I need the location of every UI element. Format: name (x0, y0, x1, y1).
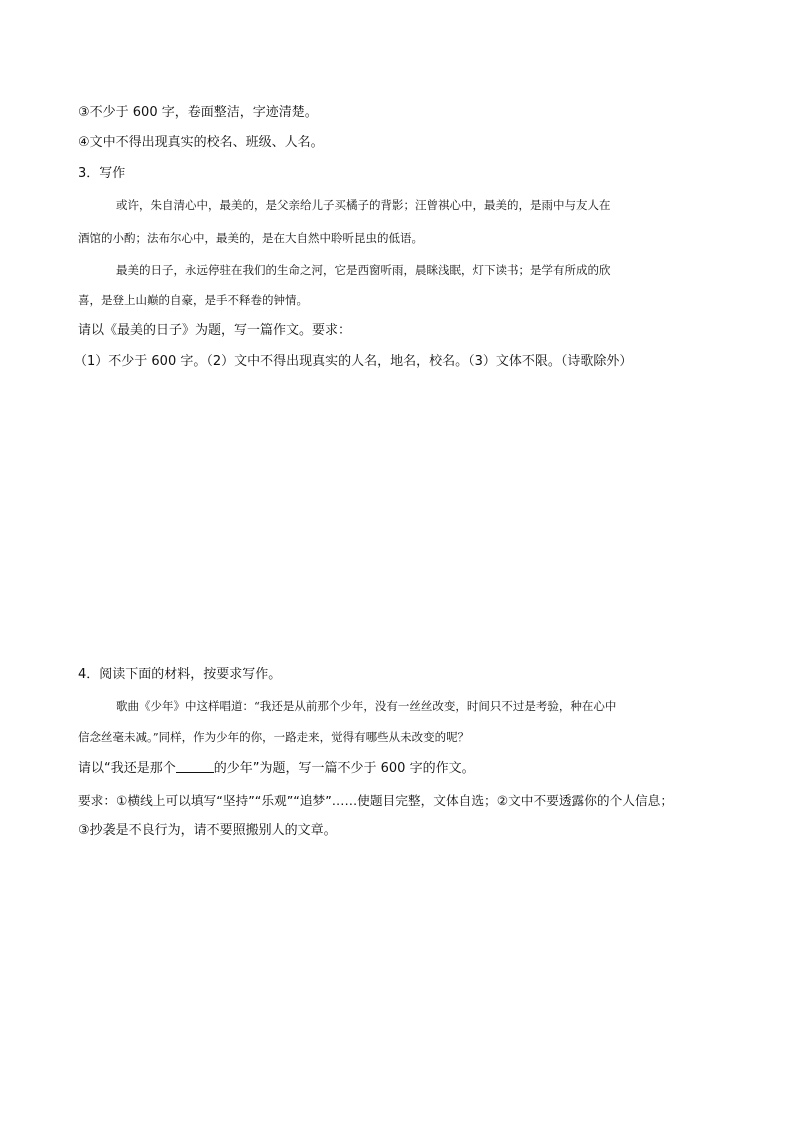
requirement-4: ④文中不得出现真实的校名、班级、人名。 (78, 135, 324, 150)
section-3-task: 请以《最美的日子》为题，写一篇作文。要求： (78, 323, 352, 338)
section-4-task-suffix: 的少年”为题，写一篇不少于 600 字的作文。 (213, 761, 475, 776)
section-4-quote-line: 歌曲《少年》中这样唱道：“我还是从前那个少年，没有一丝丝改变，时间只不过是考验，种在心中 (116, 699, 617, 713)
section-4-quote-line: 信念丝毫未减。”同样，作为少年的你，一路走来，觉得有哪些从未改变的呢？ (78, 730, 470, 744)
section-4-task-prefix: 请以“我还是那个 (78, 761, 176, 776)
requirement-3: ③不少于 600 字，卷面整洁，字迹清楚。 (78, 105, 318, 120)
section-4-requirements-line: ③抄袭是不良行为，请不要照搬别人的文章。 (78, 823, 337, 838)
section-3-quote-line: 或许，朱自清心中，最美的，是父亲给儿子买橘子的背影；汪曾祺心中，最美的，是雨中与友人在 (116, 198, 611, 212)
section-3-requirements: （1）不少于 600 字。（2）文中不得出现真实的人名，地名，校名。（3）文体不限。（诗歌除外） (74, 354, 633, 369)
section-3-heading: 3．写作 (78, 166, 126, 181)
section-4-requirements-line: 要求：①横线上可以填写“坚持”“乐观”“追梦”……使题目完整，文体自选；②文中不要透露你的个人信息； (78, 793, 674, 808)
section-4-task (78, 760, 475, 778)
fill-in-blank (176, 760, 214, 773)
section-4-heading: 4．阅读下面的材料，按要求写作。 (78, 667, 282, 682)
section-3-quote-line: 喜，是登上山巅的自豪，是手不释卷的钟情。 (78, 293, 308, 307)
section-3-quote-line: 酒馆的小酌；法布尔心中，最美的，是在大自然中聆听昆虫的低语。 (78, 231, 423, 245)
section-3-quote-line: 最美的日子，永远停驻在我们的生命之河，它是西窗听雨，晨眯浅眠，灯下读书；是学有所成的欣 (116, 263, 611, 277)
